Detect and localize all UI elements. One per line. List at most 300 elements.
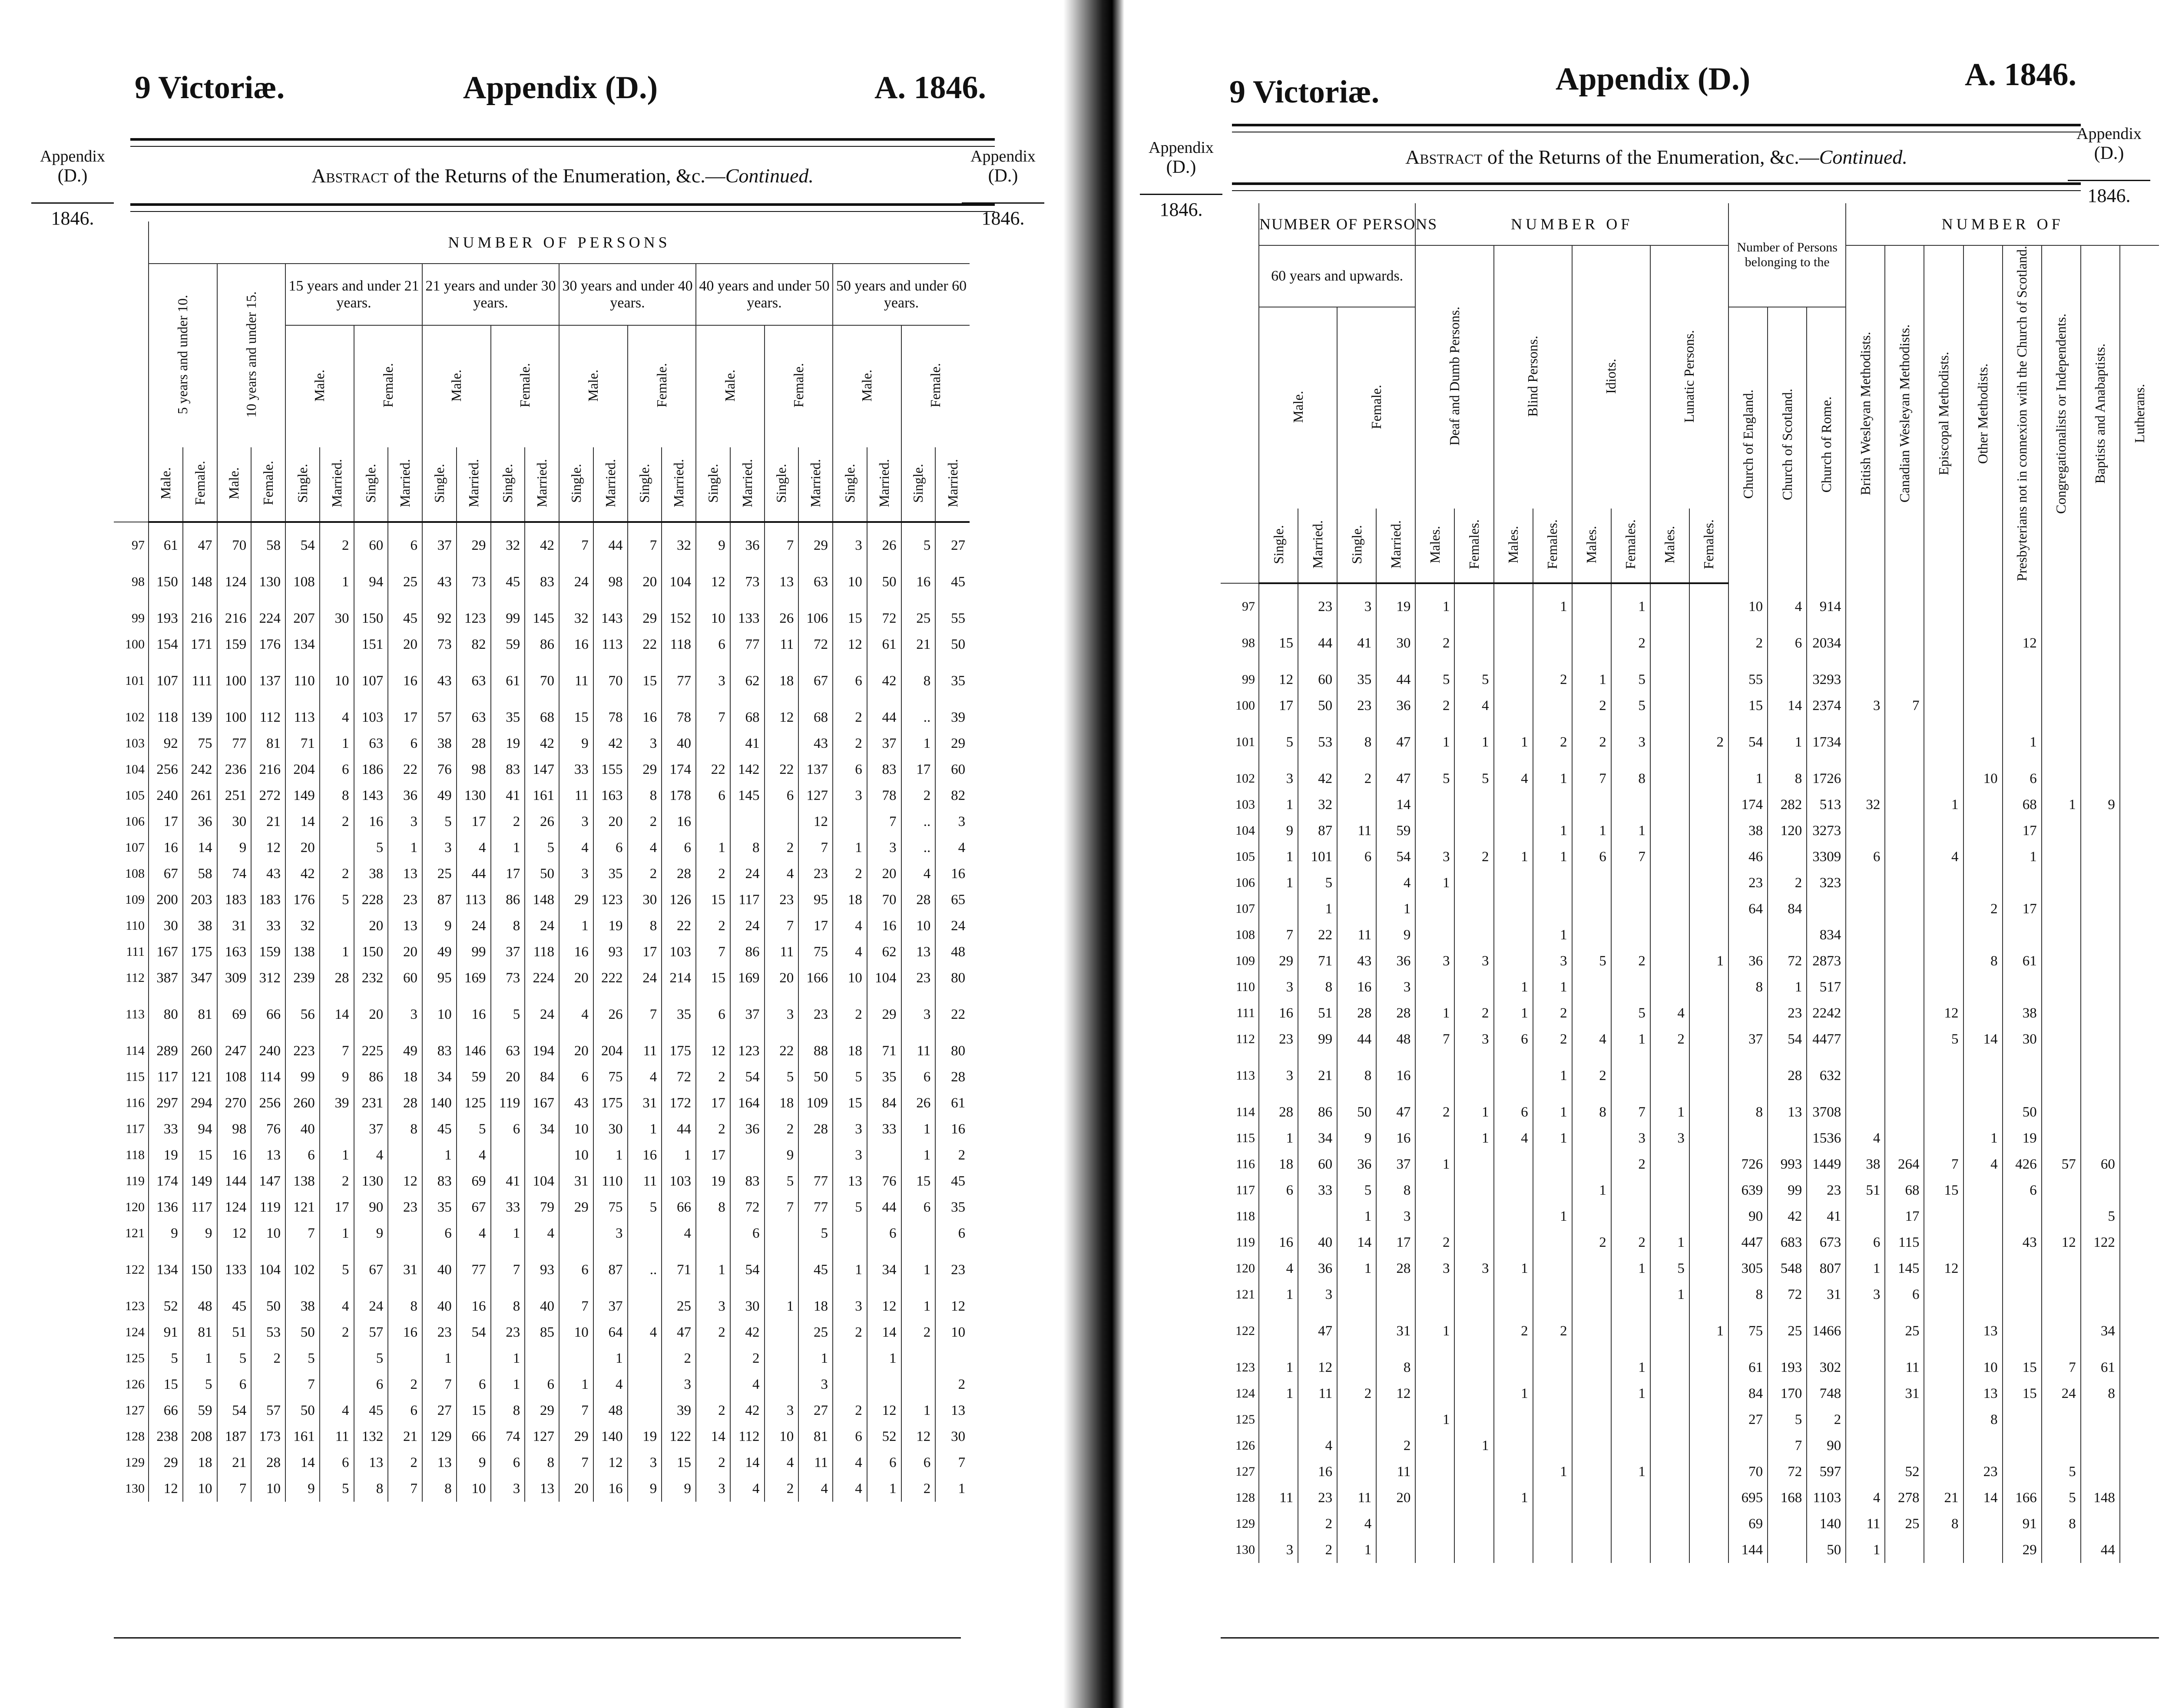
table-cell: 12 <box>867 1293 901 1319</box>
table-cell <box>1650 1407 1689 1433</box>
table-cell: 41 <box>1807 1203 1846 1229</box>
table-cell: 45 <box>935 569 970 595</box>
table-cell: 28 <box>1376 1000 1415 1026</box>
table-cell: 63 <box>354 730 388 757</box>
table-cell <box>1885 1099 1924 1125</box>
table-cell: 49 <box>422 939 457 965</box>
table-cell <box>388 1142 422 1168</box>
table-cell <box>491 1142 525 1168</box>
table-cell: 632 <box>1807 1063 1846 1089</box>
table-cell: 6 <box>1572 844 1611 870</box>
table-cell <box>1807 896 1846 922</box>
table-row <box>114 861 970 887</box>
table-cell: 47 <box>1376 729 1415 755</box>
table-cell <box>1533 1433 1572 1459</box>
caption-continued: Continued. <box>1819 146 1907 168</box>
table-cell: 42 <box>525 532 559 558</box>
table-cell: 137 <box>251 668 285 694</box>
table-cell: 17 <box>901 757 936 783</box>
table-cell <box>1572 1407 1611 1433</box>
table-cell <box>2042 1026 2081 1052</box>
table-cell: 52 <box>149 1293 183 1319</box>
table-cell <box>1298 1203 1337 1229</box>
table-cell: 81 <box>183 1319 217 1345</box>
table-cell: 121 <box>183 1064 217 1090</box>
single-header: Single. <box>354 447 388 522</box>
table-cell: 6 <box>730 1220 765 1246</box>
table-cell: 35 <box>491 704 525 730</box>
table-cell: 73 <box>491 965 525 991</box>
table-cell <box>1846 1433 1885 1459</box>
table-cell: 99 <box>1298 1026 1337 1052</box>
table-cell: 517 <box>1807 974 1846 1000</box>
table-cell: 130 <box>457 783 491 809</box>
table-cell: 107 <box>149 668 183 694</box>
table-cell: 85 <box>525 1319 559 1345</box>
table-cell <box>1494 1229 1533 1255</box>
table-cell: 23 <box>388 1194 422 1220</box>
table-cell: 10 <box>833 569 867 595</box>
table-row <box>1221 1229 2159 1255</box>
table-cell: 2242 <box>1807 1000 1846 1026</box>
session-title: 9 Victoriæ. <box>1229 74 1380 110</box>
table-cell <box>1924 667 1963 693</box>
table-cell: 62 <box>730 668 765 694</box>
table-cell: 15 <box>1259 630 1298 656</box>
table-cell: 23 <box>1768 1000 1807 1026</box>
table-cell: 1 <box>1494 1000 1533 1026</box>
table-cell: 1466 <box>1807 1318 1846 1344</box>
table-cell: 1 <box>901 1293 936 1319</box>
table-cell: 80 <box>149 1001 183 1027</box>
table-cell <box>1846 818 1885 844</box>
table-cell: 70 <box>1728 1459 1768 1485</box>
table-cell <box>628 1220 662 1246</box>
spacer-row <box>114 991 970 1001</box>
table-cell: 7 <box>559 1397 593 1424</box>
table-cell: 2 <box>1572 729 1611 755</box>
table-cell: 25 <box>798 1319 833 1345</box>
table-cell <box>1415 1459 1454 1485</box>
table-cell: 5 <box>491 1001 525 1027</box>
table-cell <box>730 809 765 835</box>
table-cell: 5 <box>628 1194 662 1220</box>
table-cell: 17 <box>149 809 183 835</box>
table-row <box>1221 1063 2159 1089</box>
table-cell: 23 <box>1963 1459 2003 1485</box>
table-cell: 13 <box>901 939 936 965</box>
table-cell: 5 <box>2042 1485 2081 1511</box>
table-cell: 144 <box>217 1168 252 1194</box>
table-cell: 3 <box>833 783 867 809</box>
table-cell: 9 <box>285 1476 320 1502</box>
table-cell: 3309 <box>1807 844 1846 870</box>
table-cell: 8 <box>1611 766 1650 792</box>
table-cell <box>1689 1229 1728 1255</box>
table-cell: 194 <box>525 1038 559 1064</box>
table-cell: 1 <box>491 1371 525 1397</box>
table-cell: 1 <box>1650 1282 1689 1308</box>
table-cell: 272 <box>251 783 285 809</box>
table-cell: 5 <box>457 1116 491 1142</box>
table-cell: 993 <box>1768 1151 1807 1177</box>
table-cell: 11 <box>1885 1355 1924 1381</box>
table-cell: 23 <box>798 861 833 887</box>
table-cell: 45 <box>388 605 422 631</box>
table-cell: 47 <box>662 1319 696 1345</box>
table-cell <box>1533 1485 1572 1511</box>
table-cell: 11 <box>1376 1459 1415 1485</box>
table-cell <box>1415 922 1454 948</box>
table-cell <box>1572 1355 1611 1381</box>
table-cell <box>2003 1063 2042 1089</box>
table-row <box>114 913 970 939</box>
table-cell: 5 <box>901 532 936 558</box>
table-cell: 15 <box>2003 1381 2042 1407</box>
table-cell <box>2003 693 2042 719</box>
table-cell: 23 <box>1337 693 1376 719</box>
table-cell <box>1689 1177 1728 1203</box>
table-cell <box>1454 1229 1493 1255</box>
table-cell: 1 <box>765 1293 799 1319</box>
table-cell: 1 <box>491 1345 525 1371</box>
table-cell: 10 <box>251 1476 285 1502</box>
table-cell: 6 <box>662 835 696 861</box>
table-row <box>1221 1537 2159 1563</box>
females-header: Females. <box>1454 509 1493 583</box>
table-cell <box>1924 1318 1963 1344</box>
table-cell: 15 <box>833 1090 867 1116</box>
table-cell <box>1885 1063 1924 1089</box>
table-cell: 5 <box>1337 1177 1376 1203</box>
table-row <box>114 1476 970 1502</box>
table-cell: 224 <box>525 965 559 991</box>
denomination-header-6: Baptists and Anabaptists. <box>2081 245 2120 583</box>
table-cell: 31 <box>1376 1318 1415 1344</box>
table-row <box>114 1038 970 1064</box>
table-cell: 113 <box>285 704 320 730</box>
table-cell: 2374 <box>1807 693 1846 719</box>
table-cell: 7 <box>559 1293 593 1319</box>
table-cell: 111 <box>183 668 217 694</box>
table-cell: 6 <box>696 631 730 657</box>
row-number: 107 <box>1235 902 1255 916</box>
table-cell: .. <box>901 835 936 861</box>
table-cell: 1 <box>1611 818 1650 844</box>
table-cell: 4 <box>730 1371 765 1397</box>
table-cell <box>1728 1433 1768 1459</box>
table-cell: 1 <box>1533 818 1572 844</box>
table-cell <box>833 1220 867 1246</box>
table-cell: 102 <box>285 1257 320 1283</box>
table-cell: 16 <box>1259 1229 1298 1255</box>
row-number: 111 <box>126 945 145 959</box>
table-cell: 60 <box>2081 1151 2120 1177</box>
table-row <box>1221 1255 2159 1282</box>
table-cell <box>1963 792 2003 818</box>
table-cell: 134 <box>149 1257 183 1283</box>
year-title: A. 1846. <box>1965 57 2076 93</box>
row-number: 129 <box>125 1455 145 1470</box>
margin-appendix: Appendix <box>2076 125 2142 143</box>
table-cell: 4 <box>628 1064 662 1090</box>
table-cell <box>1454 1355 1493 1381</box>
married-header: Married. <box>1376 509 1415 583</box>
table-cell: 29 <box>867 1001 901 1027</box>
table-cell: 61 <box>2081 1355 2120 1381</box>
table-cell <box>1494 818 1533 844</box>
table-cell: 1 <box>1611 1255 1650 1282</box>
table-cell <box>1611 1318 1650 1344</box>
table-cell <box>2081 870 2120 896</box>
table-cell: 16 <box>593 1476 628 1502</box>
table-cell <box>1650 922 1689 948</box>
table-cell: 36 <box>730 532 765 558</box>
row-number: 130 <box>1235 1543 1255 1557</box>
table-cell <box>1924 1407 1963 1433</box>
table-cell <box>1337 1282 1376 1308</box>
table-cell: 57 <box>2042 1151 2081 1177</box>
table-row <box>114 730 970 757</box>
table-cell <box>1494 1203 1533 1229</box>
table-cell: 67 <box>149 861 183 887</box>
row-number: 119 <box>1236 1235 1255 1250</box>
table-cell: 6 <box>901 1450 936 1476</box>
table-cell: 92 <box>422 605 457 631</box>
table-cell <box>1924 896 1963 922</box>
table-cell <box>1768 667 1807 693</box>
table-cell: 15 <box>1924 1177 1963 1203</box>
table-cell: 8 <box>901 668 936 694</box>
table-cell: 84 <box>1728 1381 1768 1407</box>
table-cell <box>1415 1537 1454 1563</box>
table-cell: 16 <box>217 1142 252 1168</box>
table-row <box>1221 693 2159 719</box>
female-header: Female. <box>628 325 696 447</box>
row-number: 126 <box>1235 1438 1255 1453</box>
table-cell: 14 <box>1376 792 1415 818</box>
table-cell: 6 <box>285 1142 320 1168</box>
married-header: Married. <box>388 447 422 522</box>
table-cell: 6 <box>457 1371 491 1397</box>
table-cell <box>1376 1407 1415 1433</box>
table-cell: 1 <box>1259 844 1298 870</box>
table-cell <box>1454 1282 1493 1308</box>
row-number: 121 <box>125 1226 145 1240</box>
table-cell: 47 <box>1376 766 1415 792</box>
table-cell: 117 <box>149 1064 183 1090</box>
table-cell: 7 <box>2042 1355 2081 1381</box>
table-cell <box>1650 948 1689 974</box>
table-cell: 25 <box>388 569 422 595</box>
table-cell <box>2042 1433 2081 1459</box>
table-cell: 3 <box>1846 693 1885 719</box>
table-cell: 8 <box>491 1293 525 1319</box>
table-cell: 84 <box>525 1064 559 1090</box>
table-cell: 29 <box>457 532 491 558</box>
table-cell: 6 <box>1259 1177 1298 1203</box>
table-cell: 142 <box>730 757 765 783</box>
table-cell: 1 <box>183 1345 217 1371</box>
table-cell: 36 <box>1298 1255 1337 1282</box>
table-cell: 1 <box>833 835 867 861</box>
table-cell: 40 <box>662 730 696 757</box>
table-cell: 6 <box>422 1220 457 1246</box>
row-number: 115 <box>126 1070 145 1084</box>
table-cell: 4 <box>730 1476 765 1502</box>
table-row <box>1221 818 2159 844</box>
table-cell <box>2081 630 2120 656</box>
table-cell: 7 <box>867 809 901 835</box>
table-cell <box>1689 818 1728 844</box>
table-cell: 69 <box>1728 1511 1768 1537</box>
table-cell: 149 <box>183 1168 217 1194</box>
table-cell <box>2003 1203 2042 1229</box>
table-cell: 8 <box>1298 974 1337 1000</box>
table-row <box>1221 1099 2159 1125</box>
table-cell: 3 <box>765 1001 799 1027</box>
table-cell: 101 <box>1298 844 1337 870</box>
table-cell: 72 <box>798 631 833 657</box>
table-cell: 168 <box>1768 1485 1807 1511</box>
table-cell <box>1572 630 1611 656</box>
row-number: 124 <box>125 1325 145 1339</box>
table-cell <box>765 730 799 757</box>
table-cell <box>1572 1485 1611 1511</box>
table-cell: 2 <box>1611 1229 1650 1255</box>
table-cell: 9 <box>1376 922 1415 948</box>
table-cell <box>1885 630 1924 656</box>
table-cell <box>1885 594 1924 620</box>
table-cell <box>1494 1282 1533 1308</box>
table-cell <box>2120 1511 2159 1537</box>
table-cell: 130 <box>251 569 285 595</box>
table-cell: 6 <box>388 1397 422 1424</box>
table-cell: 54 <box>730 1064 765 1090</box>
table-cell: 16 <box>628 704 662 730</box>
table-cell: 10 <box>559 1142 593 1168</box>
row-number: 116 <box>126 1096 145 1110</box>
table-cell: 12 <box>1298 1355 1337 1381</box>
table-cell: 1 <box>1768 974 1807 1000</box>
table-cell <box>388 1345 422 1371</box>
table-cell <box>2081 1511 2120 1537</box>
table-cell <box>1611 1282 1650 1308</box>
table-cell: 3 <box>491 1476 525 1502</box>
table-cell: 236 <box>217 757 252 783</box>
table-cell: 48 <box>935 939 970 965</box>
table-cell: 5 <box>1924 1026 1963 1052</box>
table-cell: 16 <box>1259 1000 1298 1026</box>
table-cell: 140 <box>1807 1511 1846 1537</box>
table-cell: 29 <box>628 757 662 783</box>
table-cell: 77 <box>457 1257 491 1283</box>
table-cell: 8 <box>388 1116 422 1142</box>
female-header: Female. <box>491 325 560 447</box>
table-cell: 21 <box>217 1450 252 1476</box>
table-cell <box>457 1345 491 1371</box>
table-cell: 3 <box>1376 1203 1415 1229</box>
header-rule <box>1232 124 2081 132</box>
table-cell <box>1572 1125 1611 1151</box>
table-cell: 63 <box>491 1038 525 1064</box>
table-cell: 32 <box>491 532 525 558</box>
table-cell: 74 <box>217 861 252 887</box>
table-cell: 1536 <box>1807 1125 1846 1151</box>
table-cell: 70 <box>867 887 901 913</box>
table-cell <box>1454 1537 1493 1563</box>
table-cell <box>1689 766 1728 792</box>
table-cell <box>1494 594 1533 620</box>
table-cell: 29 <box>2003 1537 2042 1563</box>
row-number: 114 <box>1236 1105 1255 1120</box>
table-cell: 6 <box>320 757 354 783</box>
table-cell: 98 <box>457 757 491 783</box>
table-cell <box>2042 818 2081 844</box>
table-cell <box>1533 1537 1572 1563</box>
table-row <box>114 1293 970 1319</box>
table-cell: 302 <box>1807 1355 1846 1381</box>
table-cell <box>1259 1318 1298 1344</box>
table-cell <box>2042 1177 2081 1203</box>
table-cell: 2 <box>935 1142 970 1168</box>
table-cell: 151 <box>354 631 388 657</box>
appendix-title: Appendix (D.) <box>463 70 658 106</box>
table-cell: 228 <box>354 887 388 913</box>
table-cell <box>1259 1433 1298 1459</box>
table-row <box>1221 729 2159 755</box>
table-cell: 27 <box>798 1397 833 1424</box>
table-cell <box>1963 1537 2003 1563</box>
infirm-header-2: Idiots. <box>1572 245 1650 509</box>
table-cell: 1 <box>593 1142 628 1168</box>
table-cell: 3 <box>593 1220 628 1246</box>
table-cell: 117 <box>183 1194 217 1220</box>
table-cell: 15 <box>696 887 730 913</box>
table-cell: 149 <box>285 783 320 809</box>
table-cell <box>1885 1125 1924 1151</box>
table-cell <box>2003 1255 2042 1282</box>
table-cell: 2 <box>765 835 799 861</box>
table-cell: 47 <box>183 532 217 558</box>
table-cell: 83 <box>491 757 525 783</box>
table-cell: 83 <box>422 1038 457 1064</box>
row-number: 111 <box>1236 1006 1255 1021</box>
table-row <box>1221 1026 2159 1052</box>
table-cell: 77 <box>798 1168 833 1194</box>
table-cell <box>1924 1229 1963 1255</box>
table-cell: 3273 <box>1807 818 1846 844</box>
table-cell: 1 <box>422 1345 457 1371</box>
table-cell <box>1572 974 1611 1000</box>
table-cell: 50 <box>251 1293 285 1319</box>
table-cell: 53 <box>1298 729 1337 755</box>
male-header: Male. <box>1259 307 1337 509</box>
table-cell <box>1611 1407 1650 1433</box>
table-cell <box>1728 922 1768 948</box>
table-cell: 11 <box>901 1038 936 1064</box>
spacer-row <box>114 1027 970 1038</box>
table-cell: .. <box>628 1257 662 1283</box>
table-cell: 120 <box>1768 818 1807 844</box>
sixty-upwards-header: 60 years and upwards. <box>1259 245 1415 307</box>
table-row <box>114 1257 970 1283</box>
table-cell: 193 <box>1768 1355 1807 1381</box>
table-cell <box>1494 630 1533 656</box>
table-cell: 171 <box>183 631 217 657</box>
table-cell: 10 <box>559 1319 593 1345</box>
table-cell: 44 <box>1298 630 1337 656</box>
